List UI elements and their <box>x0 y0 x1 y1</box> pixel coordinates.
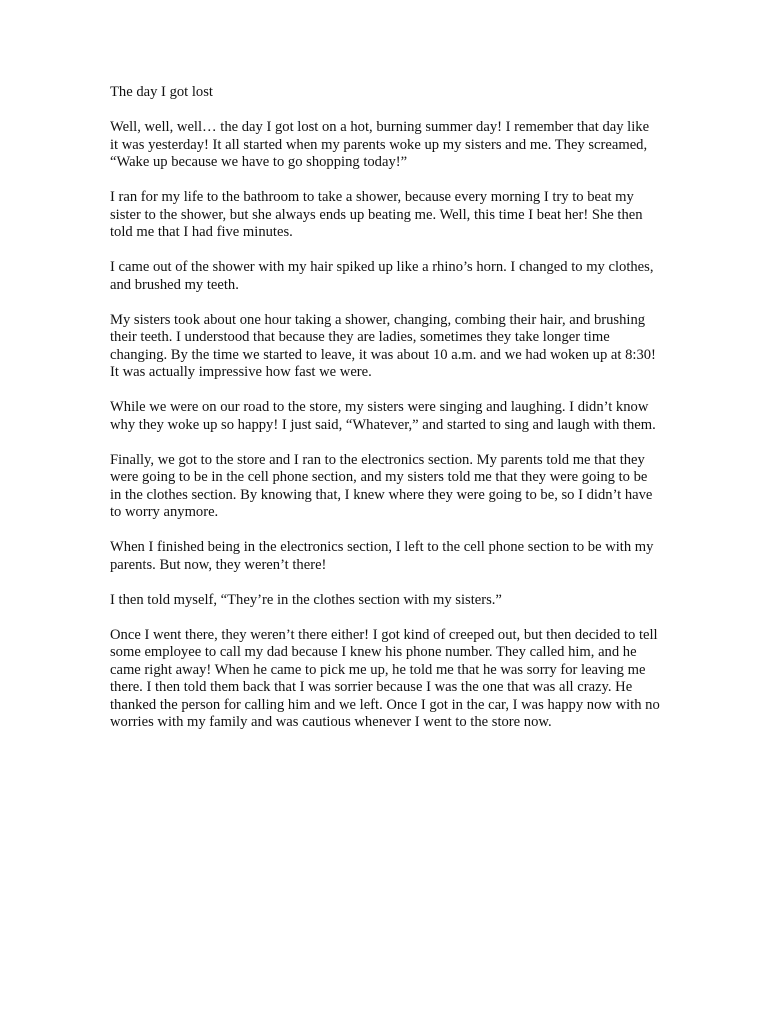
paragraph-2: I ran for my life to the bathroom to take a shower, because every morning I try to beat my sister to the shower, but she always ends up beating me. Well, this time I beat her! She then told me that I had five minutes. <box>110 189 643 240</box>
paragraph-6: Finally, we got to the store and I ran to the electronics section. My parents told me that they were going to be in the cell phone section, and my sisters told me that they were going to be in the clothes section. By knowing that, I knew where they were going to be, so I didn’t have to worry anymore. <box>110 451 653 520</box>
paragraph-8: I then told myself, “They’re in the clothes section with my sisters.” <box>110 591 502 608</box>
paragraph-9: Once I went there, they weren’t there either! I got kind of creeped out, but then decided to tell some employee to call my dad because I knew his phone number. They called him, and he came right away! When he came to pick me up, he told me that he was sorry for leaving me there. I then told them back that I was sorrier because I was the one that was all crazy. He thanked the person for calling him and we left. Once I got in the car, I was happy now with no worries with my family and was cautious whenever I went to the store now. <box>110 626 660 730</box>
document-title: The day I got lost <box>110 84 213 100</box>
paragraph-3: I came out of the shower with my hair spiked up like a rhino’s horn. I changed to my clothes, and brushed my teeth. <box>110 259 654 293</box>
paragraph-7: When I finished being in the electronics section, I left to the cell phone section to be with my parents. But now, they weren’t there! <box>110 539 654 573</box>
paragraph-4: My sisters took about one hour taking a shower, changing, combing their hair, and brushing their teeth. I understood that because they are ladies, sometimes they take longer time changing. By the time we started to leave, it was about 10 a.m. and we had woken up at 8:30! It was actually impressive how fast we were. <box>110 311 656 380</box>
paragraph-1: Well, well, well… the day I got lost on a hot, burning summer day! I remember that day like it was yesterday! It all started when my parents woke up my sisters and me. They screamed, “Wake up because we have to go shopping today!” <box>110 119 650 170</box>
paragraph-5: While we were on our road to the store, my sisters were singing and laughing. I didn’t know why they woke up so happy! I just said, “Whatever,” and started to sing and laugh with them. <box>110 399 656 433</box>
document-page <box>110 84 660 749</box>
